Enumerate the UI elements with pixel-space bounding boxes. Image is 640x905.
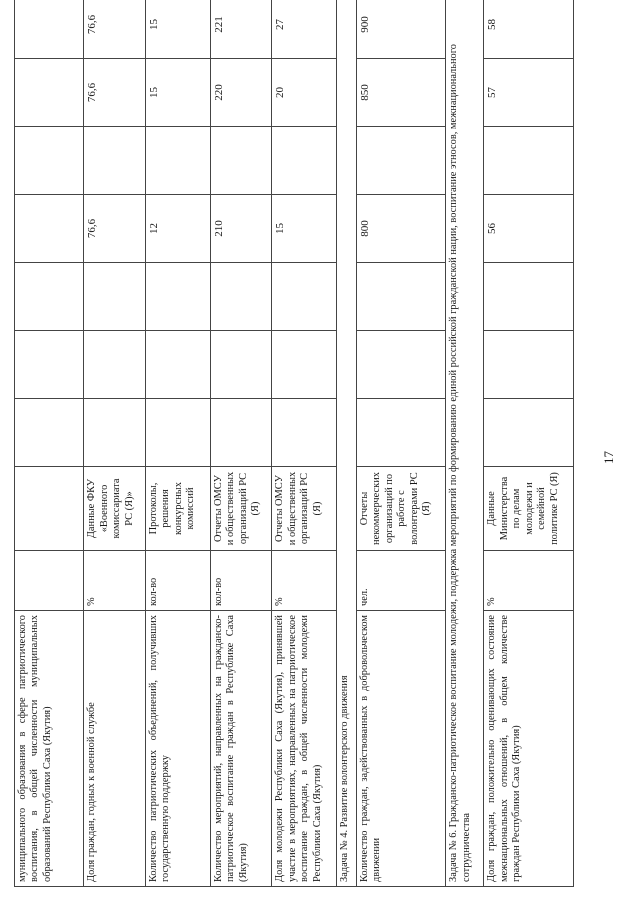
table-row [15, 0, 84, 887]
table-row [356, 0, 445, 887]
unit-cell: чел. [356, 551, 445, 611]
value-cell: 15 [272, 195, 337, 263]
value-cell: 220 [210, 59, 272, 127]
unit-cell: кол-во [145, 551, 210, 611]
value-cell [484, 331, 574, 399]
source-cell [15, 467, 84, 551]
value-cell [15, 399, 84, 467]
value-cell [210, 127, 272, 195]
value-cell [272, 263, 337, 331]
source-cell: Протоколы, решения конкурсных комиссий [145, 467, 210, 551]
task-heading: Задача № 4. Развитие волонтерского движения [337, 0, 357, 887]
table-row [272, 0, 337, 887]
value-cell: 76,6 [84, 0, 146, 59]
value-cell [15, 0, 84, 59]
value-cell [145, 399, 210, 467]
unit-cell: % [84, 551, 146, 611]
value-cell: 57 [484, 59, 574, 127]
task-row [446, 0, 484, 887]
value-cell: 58 [484, 0, 574, 59]
indicator-cell: Количество граждан, задействованных в добровольческом движении [356, 611, 445, 887]
value-cell [272, 331, 337, 399]
source-cell: Данные ФКУ «Военного комиссариата РС (Я)» [84, 467, 146, 551]
value-cell: 27 [272, 0, 337, 59]
value-cell [84, 127, 146, 195]
value-cell [484, 127, 574, 195]
value-cell: 12 [145, 195, 210, 263]
value-cell [210, 399, 272, 467]
table-row [484, 0, 574, 887]
indicator-cell: Доля граждан, положительно оценивающих состояние межнациональных отношений, в общем количестве граждан Республики Саха (Якутия) [484, 611, 574, 887]
value-cell [15, 59, 84, 127]
value-cell [210, 331, 272, 399]
source-cell: Данные Министерства по делам молодежи и семейной политике РС (Я) [484, 467, 574, 551]
value-cell: 210 [210, 195, 272, 263]
value-cell: 76,6 [84, 195, 146, 263]
value-cell [84, 331, 146, 399]
indicators-table [14, 0, 574, 887]
table-row [84, 0, 146, 887]
value-cell [84, 399, 146, 467]
value-cell: 900 [356, 0, 445, 59]
value-cell [84, 263, 146, 331]
value-cell [15, 331, 84, 399]
unit-cell: % [272, 551, 337, 611]
indicator-cell: муниципального образования в сфере патриотического воспитания, в общей численности муниципальных образований Республики Саха (Якутия) [15, 611, 84, 887]
indicator-cell: Количество мероприятий, направленных на гражданско-патриотическое воспитание граждан в Республике Саха (Якутия) [210, 611, 272, 887]
table-body [15, 0, 574, 887]
value-cell: 20 [272, 59, 337, 127]
indicator-cell: Количество патриотических объединений, получивших государственную поддержку [145, 611, 210, 887]
value-cell [15, 127, 84, 195]
value-cell: 56 [484, 195, 574, 263]
value-cell: 800 [356, 195, 445, 263]
value-cell [356, 331, 445, 399]
unit-cell: % [484, 551, 574, 611]
value-cell [210, 263, 272, 331]
value-cell [15, 263, 84, 331]
value-cell: 15 [145, 0, 210, 59]
value-cell [145, 263, 210, 331]
value-cell [272, 127, 337, 195]
value-cell [356, 263, 445, 331]
value-cell: 15 [145, 59, 210, 127]
value-cell [145, 331, 210, 399]
value-cell [356, 127, 445, 195]
table-row [145, 0, 210, 887]
task-row [337, 0, 357, 887]
value-cell: 850 [356, 59, 445, 127]
value-cell [15, 195, 84, 263]
value-cell [145, 127, 210, 195]
indicator-cell: Доля молодежи Республики Саха (Якутия), принявшей участие в мероприятиях, направленных на патриотическое воспитание граждан, в общей численности молодежи Республики Саха (Якутия) [272, 611, 337, 887]
source-cell: Отчеты некоммерческих организаций по работе с волонтерами РС (Я) [356, 467, 445, 551]
unit-cell [15, 551, 84, 611]
table-row [210, 0, 272, 887]
value-cell [484, 263, 574, 331]
value-cell: 221 [210, 0, 272, 59]
value-cell: 76,6 [84, 59, 146, 127]
value-cell [356, 399, 445, 467]
indicator-cell: Доля граждан, годных к военной службе [84, 611, 146, 887]
unit-cell: кол-во [210, 551, 272, 611]
value-cell [484, 399, 574, 467]
source-cell: Отчеты ОМСУ и общественных организаций РС (Я) [210, 467, 272, 551]
source-cell: Отчеты ОМСУ и общественных организаций РС (Я) [272, 467, 337, 551]
task-heading: Задача № 6. Гражданско-патриотическое воспитание молодежи, поддержка мероприятий по формированию единой российской гражданской нации, воспитание этносов, межнационального сотрудничества [446, 0, 484, 887]
value-cell [272, 399, 337, 467]
page-number: 17 [601, 451, 616, 464]
